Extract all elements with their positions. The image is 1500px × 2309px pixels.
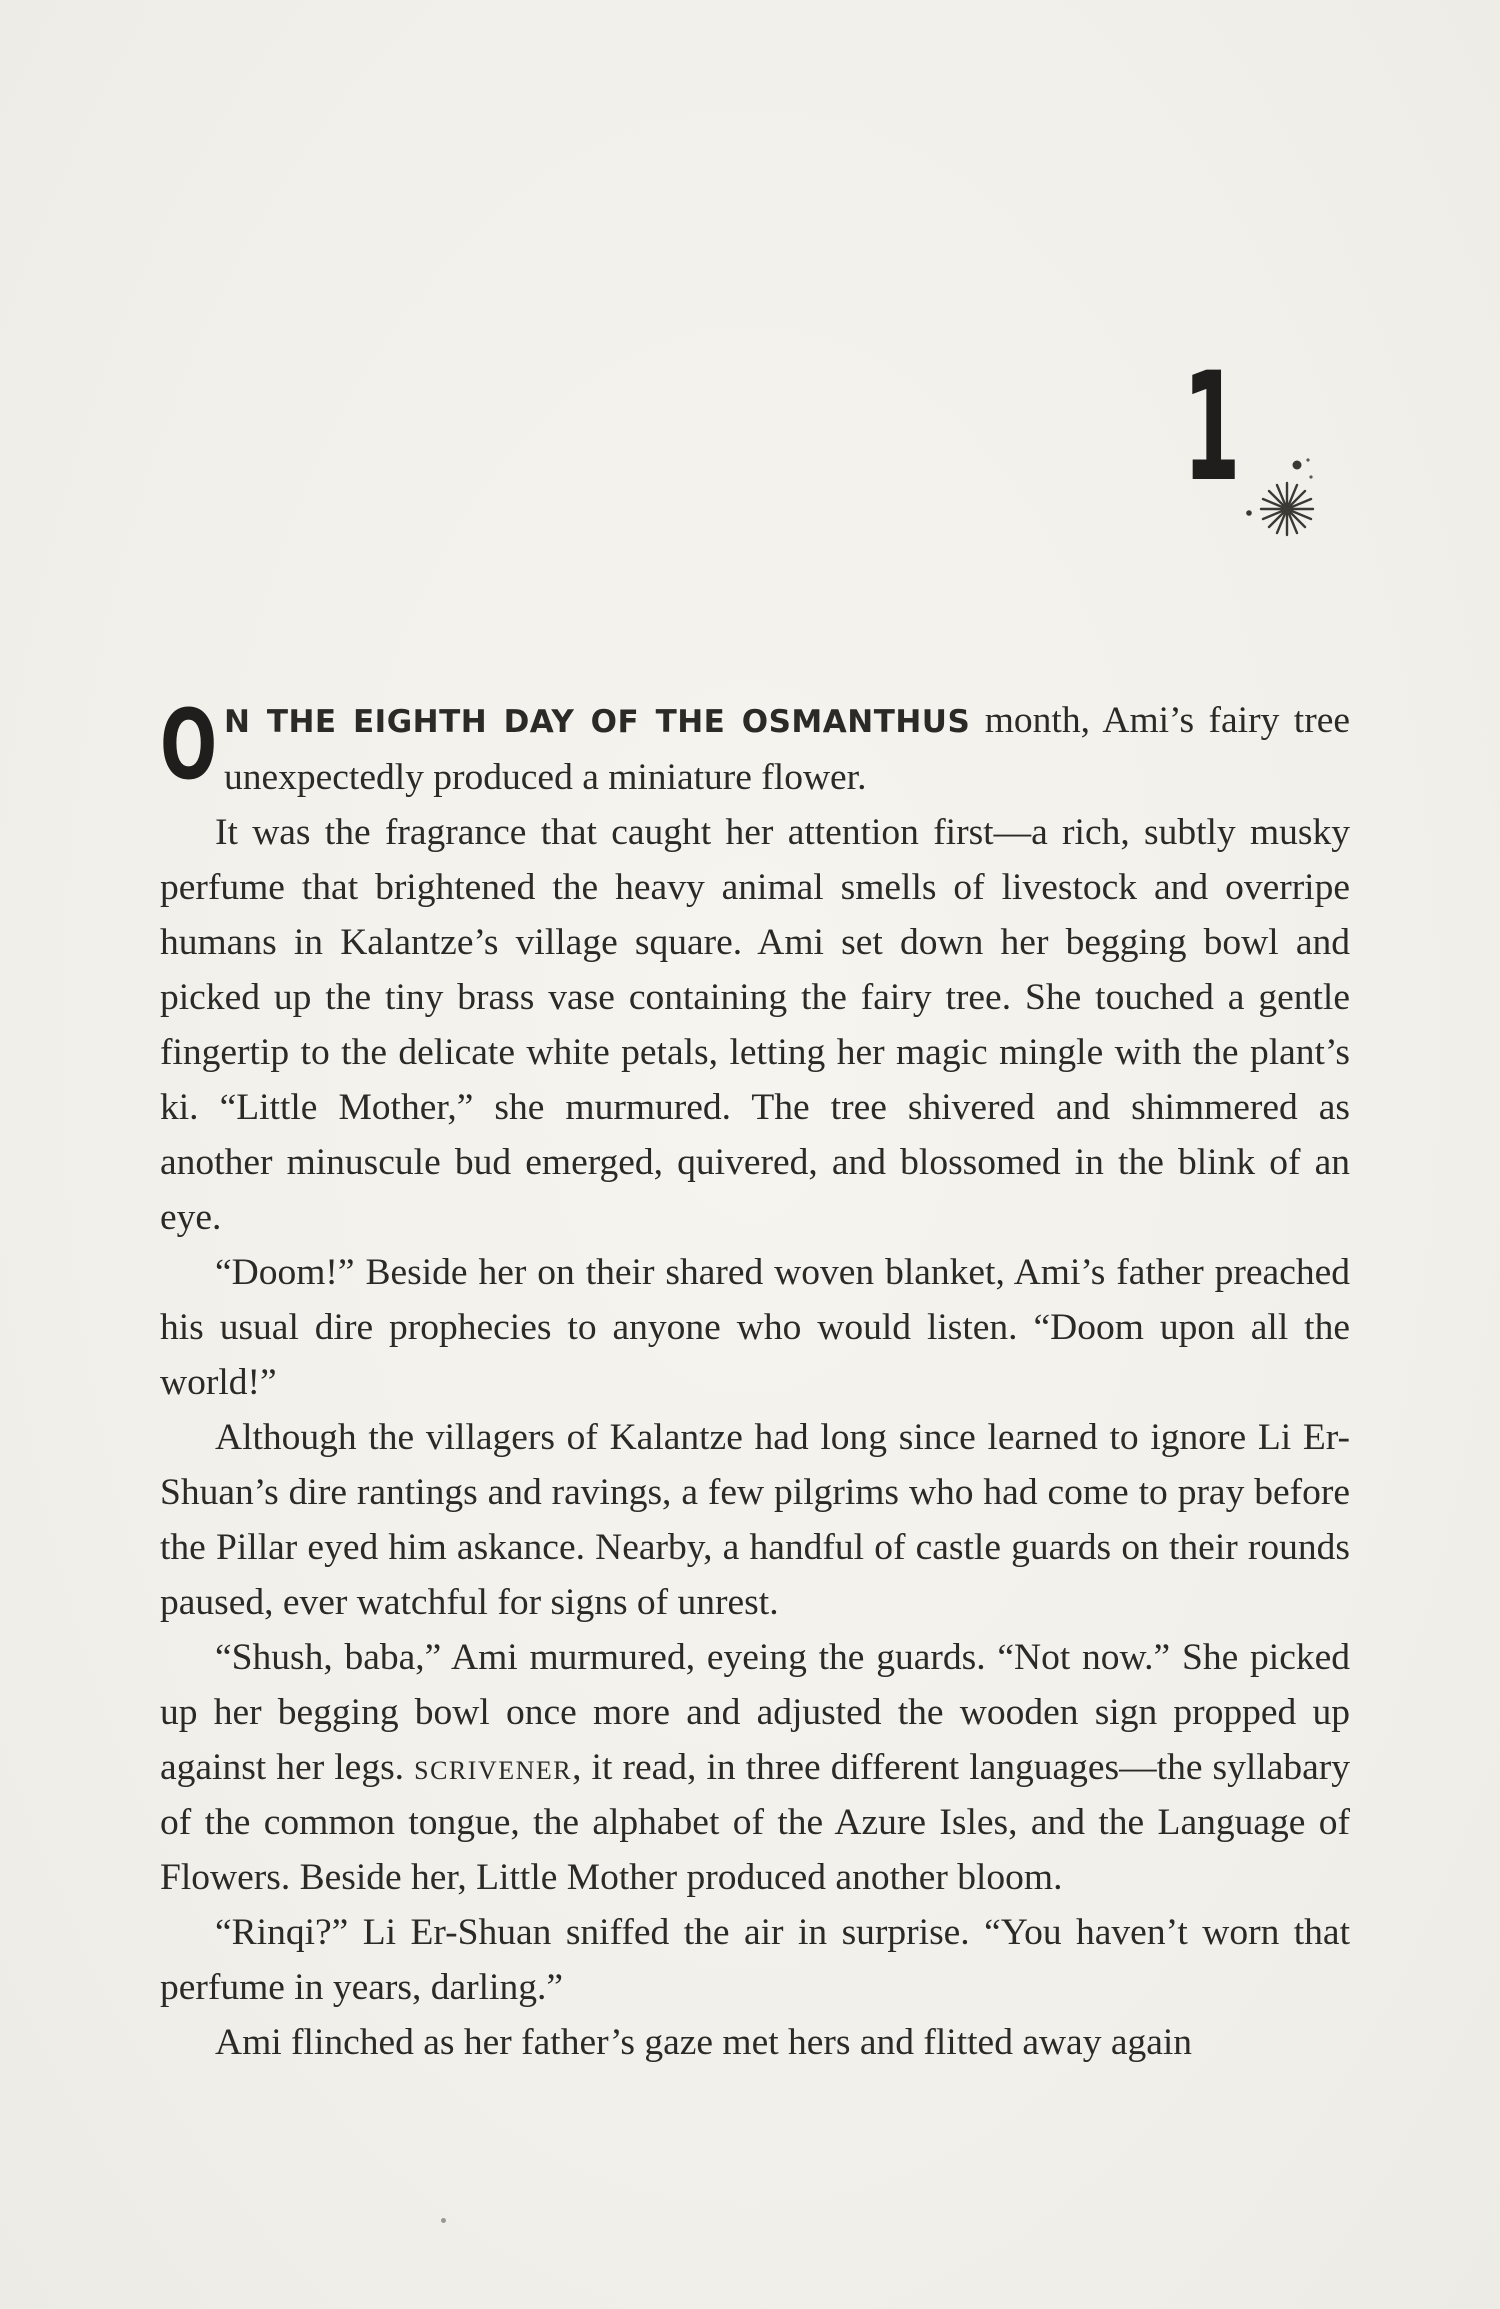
- paragraph: Ami flinched as her father’s gaze met hers and flitted away again: [215, 2022, 1193, 2063]
- chapter-text: [160, 689, 1350, 2070]
- paragraph-text: “Shush, baba,” Ami murmured, eyeing the guards. “Not now.” She picked up her begging bowl once more and adjusted the wooden sign propped up against her legs.: [160, 1637, 1350, 1788]
- opening-paragraph: [160, 689, 1350, 805]
- opening-text: month, Ami’s fairy tree unexpectedly produced a miniature flower.: [224, 700, 1350, 798]
- sign-word: scrivener: [414, 1747, 573, 1788]
- paragraph: Although the villagers of Kalantze had long since learned to ignore Li Er-Shuan’s dire rantings and ravings, a few pilgrims who had come to pray before the Pillar eyed him askance. Nearby, a handful of castle guards on their rounds paused, ever watchful for signs of unrest.: [160, 1417, 1350, 1623]
- paragraph: It was the fragrance that caught her attention first—a rich, subtly musky perfume that brightened the heavy animal smells of livestock and overripe humans in Kalantze’s village square. Ami set down her begging bowl and picked up the tiny brass vase containing the fairy tree. She touched a gentle fingertip to the delicate white petals, letting her magic mingle with the plant’s ki. “Little Mother,” she murmured. The tree shivered and shimmered as another minuscule bud emerged, quivered, and blossomed in the blink of an eye.: [160, 812, 1350, 1238]
- paragraph: “Doom!” Beside her on their shared woven blanket, Ami’s father preached his usual dire prophecies to anyone who would listen. “Doom upon all the world!”: [160, 1252, 1350, 1403]
- paragraph: [160, 1630, 1350, 1905]
- paragraph: “Rinqi?” Li Er-Shuan sniffed the air in surprise. “You haven’t worn that perfume in years, darling.”: [160, 1912, 1350, 2008]
- sunburst-ornament-icon: [1235, 455, 1335, 565]
- chapter-number: 1: [1183, 341, 1241, 515]
- page-speck: [441, 2218, 446, 2223]
- drop-cap: O: [160, 689, 218, 801]
- lead-in-caps: N THE EIGHTH DAY OF THE OSMANTHUS: [224, 704, 971, 740]
- paragraph-text: , it read, in three different languages—the syllabary of the common tongue, the alphabet of the Azure Isles, and the Language of Flowers. Beside her, Little Mother produced another bloom.: [160, 1747, 1350, 1898]
